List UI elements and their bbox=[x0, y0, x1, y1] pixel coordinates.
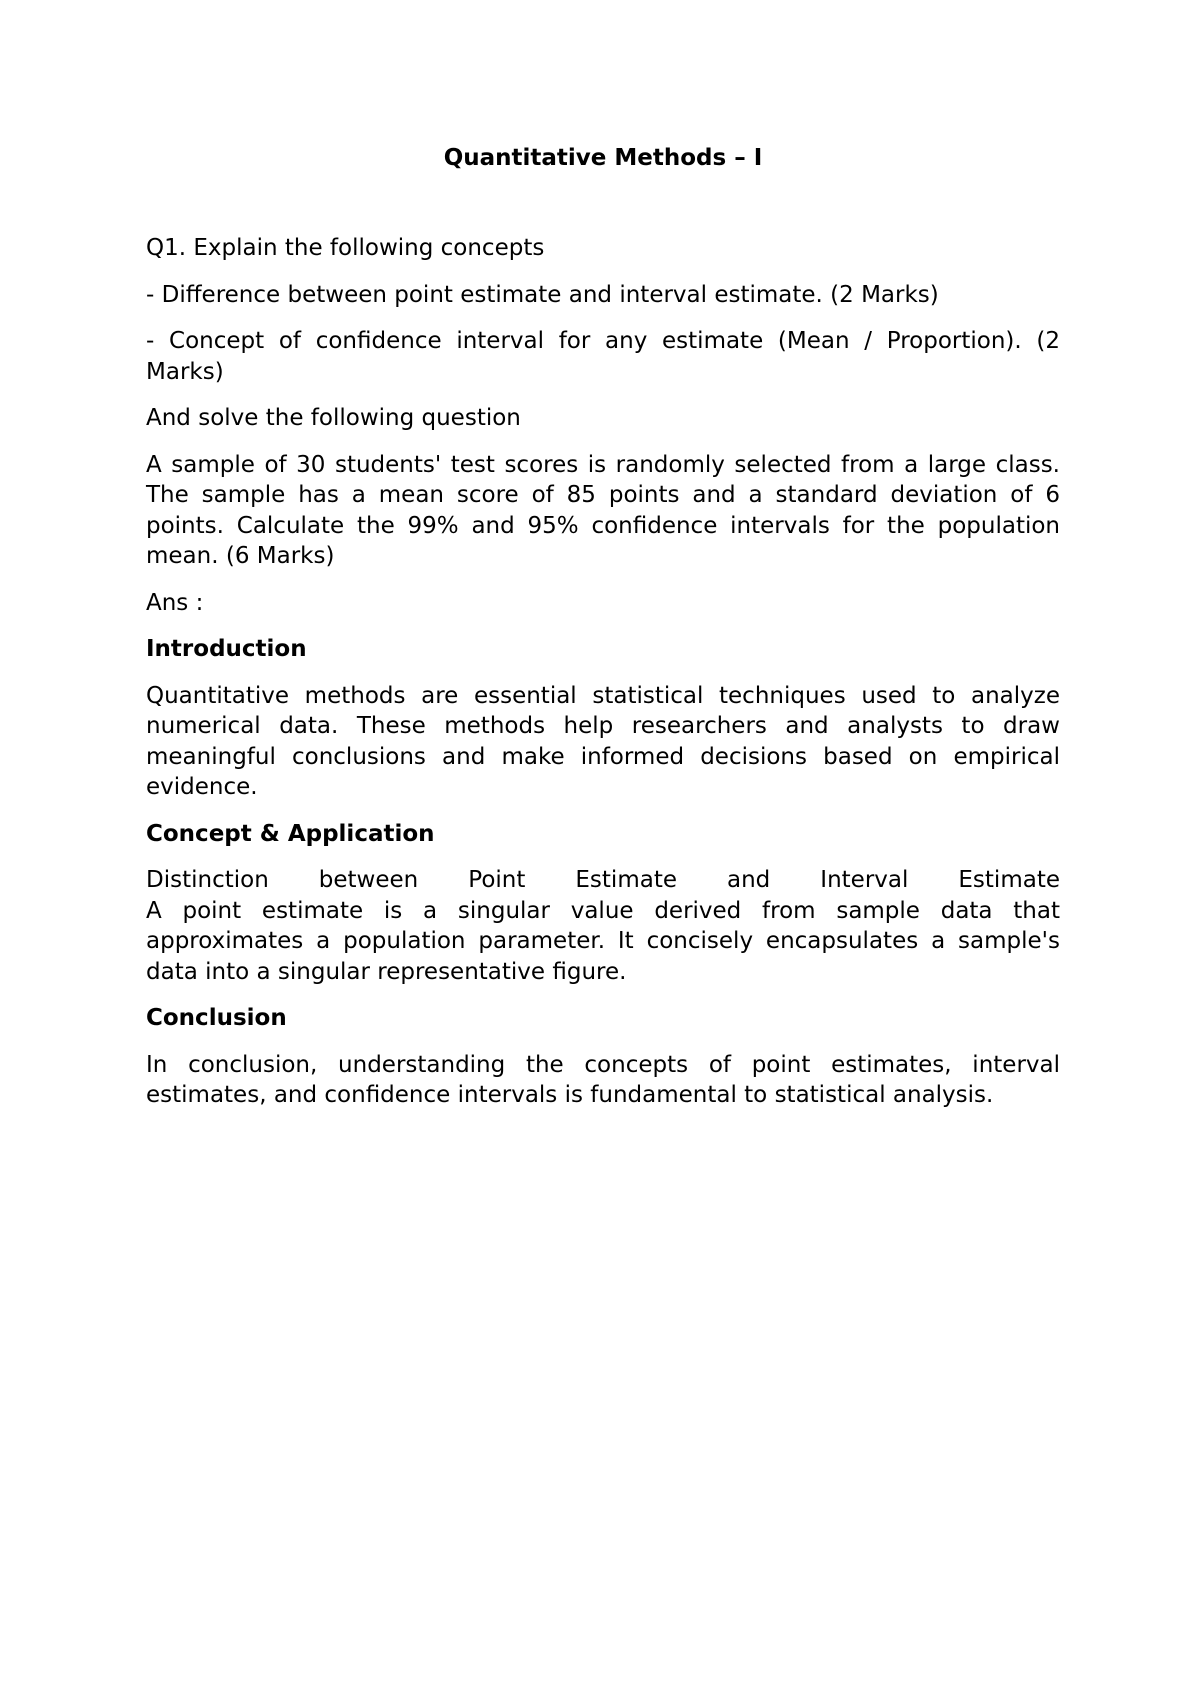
concept-text: A point estimate is a singular value derived from sample data that approximates a population parameter. It concisely encapsulates a sample's data into a singular representative figure. bbox=[146, 897, 1060, 985]
concept-heading: Concept & Application bbox=[146, 820, 435, 847]
document-body bbox=[146, 143, 1060, 1127]
concept-subheading: Distinction between Point Estimate and Interval Estimate bbox=[146, 867, 1060, 893]
solve-instruction: And solve the following question bbox=[146, 405, 521, 431]
conclusion-heading: Conclusion bbox=[146, 1005, 287, 1031]
problem-statement: A sample of 30 students' test scores is randomly selected from a large class. The sample has a mean score of 85 points and a standard deviation of 6 points. Calculate the 99% and 95% confidence intervals for the population mean. (6 Marks) bbox=[146, 451, 1060, 569]
question-bullet-2: - Concept of confidence interval for any estimate (Mean / Proportion). (2 Marks) bbox=[146, 328, 1060, 385]
introduction-heading: Introduction bbox=[146, 636, 307, 662]
conclusion-text: In conclusion, understanding the concepts of point estimates, interval estimates, and confidence intervals is fundamental to statistical analysis. bbox=[146, 1051, 1060, 1108]
answer-label: Ans : bbox=[146, 589, 204, 616]
question-bullet-1: - Difference between point estimate and interval estimate. (2 Marks) bbox=[146, 281, 939, 308]
question-heading: Q1. Explain the following concepts bbox=[146, 235, 545, 261]
document-title: Quantitative Methods – I bbox=[443, 145, 763, 171]
introduction-text: Quantitative methods are essential statistical techniques used to analyze numerical data. These methods help researchers and analysts to draw meaningful conclusions and make informed decisions based on empirical evidence. bbox=[146, 682, 1060, 800]
